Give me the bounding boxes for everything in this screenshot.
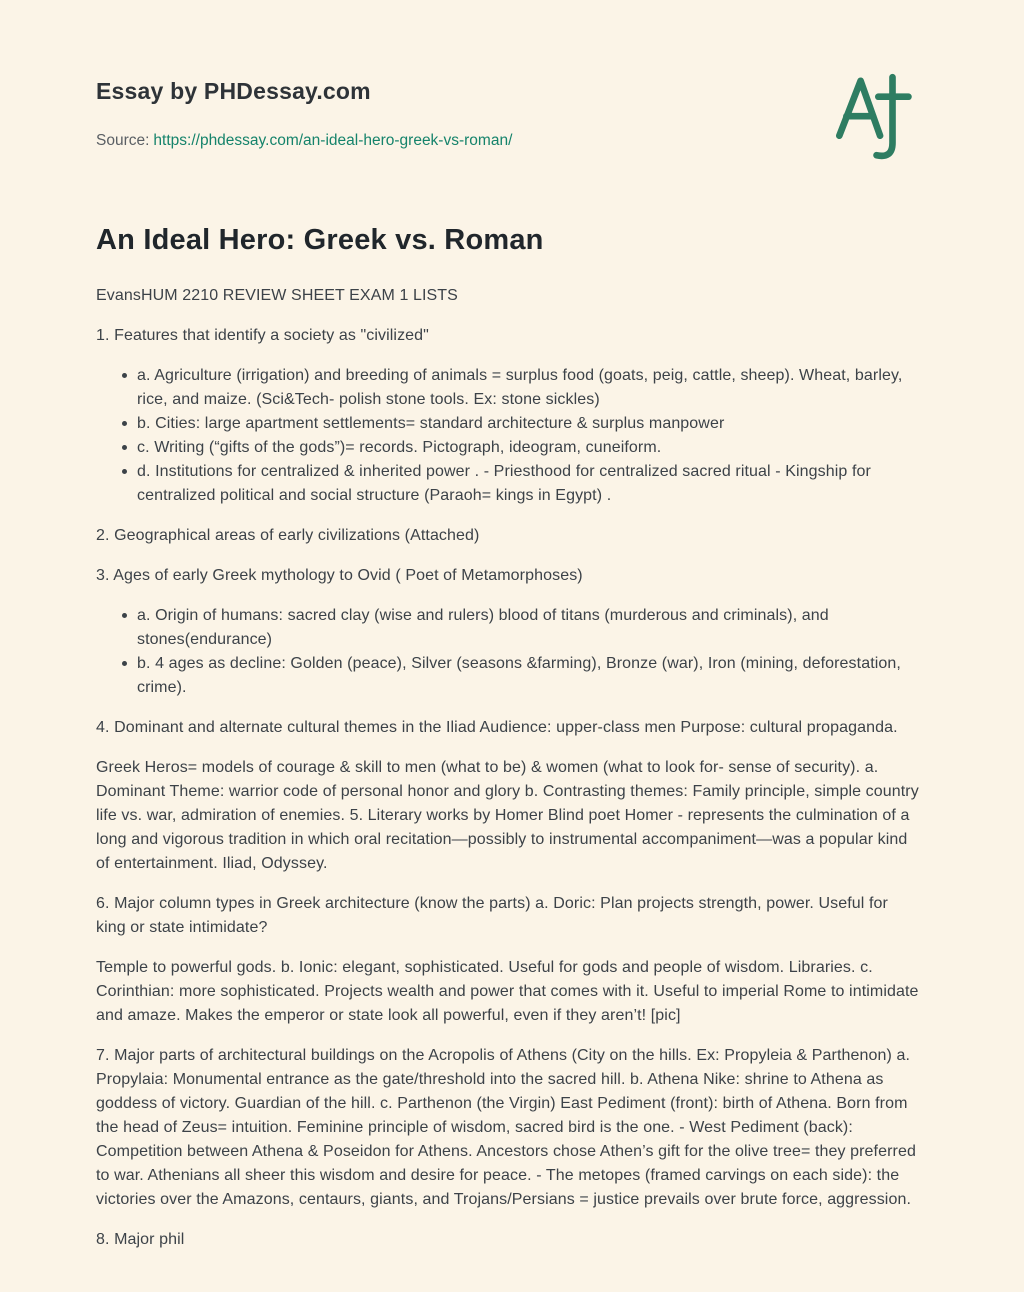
paragraph: 7. Major parts of architectural buildings on the Acropolis of Athens (City on the hills. Ex: Propyleia & Parthenon) a. Propylaia: Monumental entrance as the gate/threshold into the sacred hill. b. Athena Nike: shrine to Athena as goddess of victory. Guardian of the hill. c. Parthenon (the Virgin) East Pediment (front): birth of Athena. Born from the head of Zeus= intuition. Feminine principle of wisdom, sacred bird is the one. - West Pediment (back): Competition between Athena & Poseidon for Athens. Ancestors chose Athen’s gift for the olive tree= they preferred to war. Athenians all sheer this wisdom and desire for peace. - The metopes (framed carvings on each side): the victories over the Amazons, centaurs, giants, and Trojans/Persians = justice prevails over brute force, aggression. — [96, 1047, 916, 1208]
paragraph: 6. Major column types in Greek architecture (know the parts) a. Doric: Plan projects strength, power. Useful for king or state intimidate? — [96, 895, 888, 936]
bullet-list — [96, 604, 922, 700]
list-item: b. Cities: large apartment settlements= standard architecture & surplus manpower — [137, 412, 922, 436]
paragraph: 2. Geographical areas of early civilizations (Attached) — [96, 527, 480, 544]
source-label: Source: — [96, 132, 150, 149]
page-title: An Ideal Hero: Greek vs. Roman — [96, 224, 544, 256]
source-line — [96, 132, 928, 150]
phdessay-logo-icon — [834, 70, 912, 166]
source-link[interactable]: https://phdessay.com/an-ideal-hero-greek-vs-roman/ — [153, 132, 513, 149]
brand-title: Essay by PHDessay.com — [96, 78, 371, 104]
list-item: b. 4 ages as decline: Golden (peace), Silver (seasons &farming), Bronze (war), Iron (mining, deforestation, crime). — [137, 652, 922, 700]
paragraph: 4. Dominant and alternate cultural themes in the Iliad Audience: upper-class men Purpose: cultural propaganda. — [96, 719, 898, 736]
list-item: a. Origin of humans: sacred clay (wise and rulers) blood of titans (murderous and criminals), and stones(endurance) — [137, 604, 922, 652]
paragraph: 1. Features that identify a society as "civilized" — [96, 327, 429, 344]
paragraph: 3. Ages of early Greek mythology to Ovid ( Poet of Metamorphoses) — [96, 567, 583, 584]
bullet-list — [96, 364, 922, 508]
paragraph: Greek Heros= models of courage & skill to men (what to be) & women (what to look for- sense of security). a. Dominant Theme: warrior code of personal honor and glory b. Contrasting themes: Family principle, simple country life vs. war, admiration of enemies. 5. Literary works by Homer Blind poet Homer - represents the culmination of a long and vigorous tradition in which oral recitation—possibly to instrumental accompaniment—was a popular kind of entertainment. Iliad, Odyssey. — [96, 759, 919, 872]
list-item: d. Institutions for centralized & inherited power . - Priesthood for centralized sacred ritual - Kingship for centralized political and social structure (Paraoh= kings in Egypt) . — [137, 460, 922, 508]
article-content — [96, 284, 922, 1252]
paragraph: EvansHUM 2210 REVIEW SHEET EXAM 1 LISTS — [96, 287, 458, 304]
list-item: c. Writing (“gifts of the gods”)= records. Pictograph, ideogram, cuneiform. — [137, 436, 922, 460]
page-header — [96, 78, 928, 150]
list-item: a. Agriculture (irrigation) and breeding of animals = surplus food (goats, peig, cattle, sheep). Wheat, barley, rice, and maize. (Sci&Tech- polish stone tools. Ex: stone sickles) — [137, 364, 922, 412]
paragraph: Temple to powerful gods. b. Ionic: elegant, sophisticated. Useful for gods and people of wisdom. Libraries. c. Corinthian: more sophisticated. Projects wealth and power that comes with it. Useful to imperial Rome to intimidate and amaze. Makes the emperor or state look all powerful, even if they aren’t! [pic] — [96, 959, 919, 1024]
paragraph: 8. Major phil — [96, 1231, 185, 1248]
